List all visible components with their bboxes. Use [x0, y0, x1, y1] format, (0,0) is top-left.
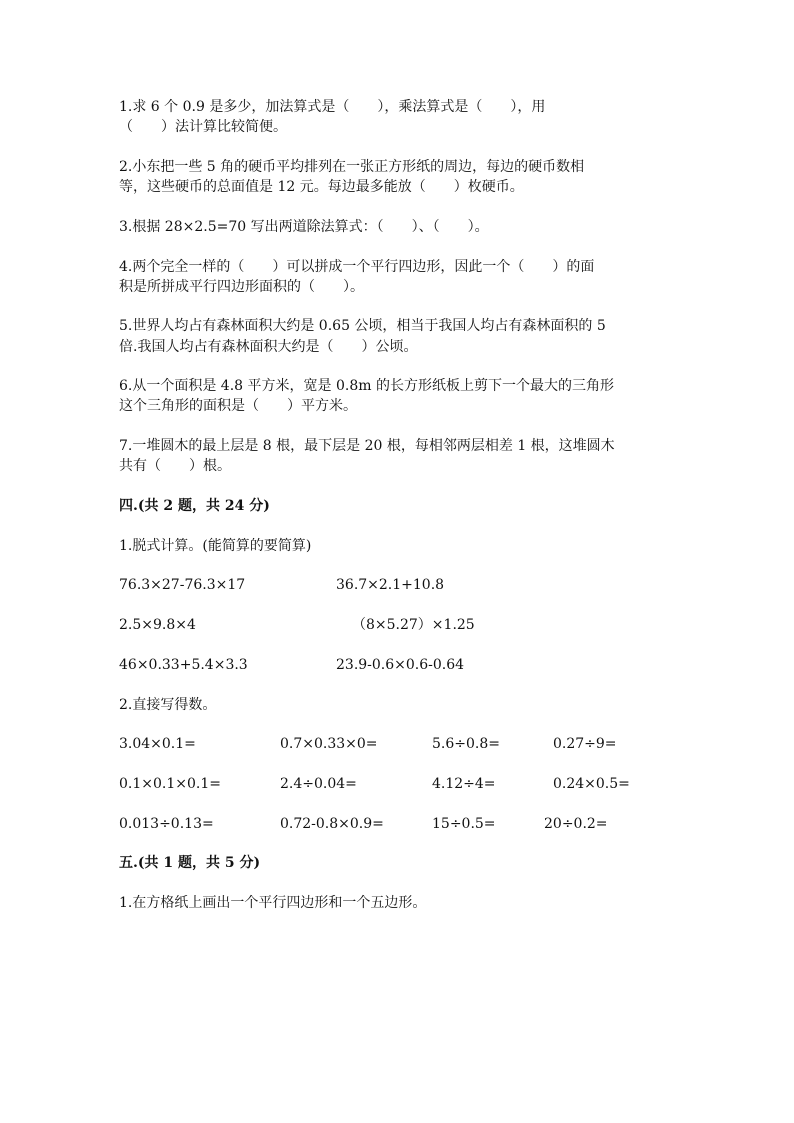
oral-calc-item: 0.1×0.1×0.1=: [119, 776, 221, 792]
calc-expression: 2.5×9.8×4: [119, 617, 196, 633]
question-5-line-2: 倍.我国人均占有森林面积大约是（ ）公顷。: [119, 339, 418, 355]
oral-calc-item: 0.27÷9=: [553, 736, 617, 752]
oral-calc-item: 0.24×0.5=: [553, 776, 630, 792]
question-3-line-1: 3.根据 28×2.5=70 写出两道除法算式：（ ）、（ ）。: [119, 219, 489, 235]
calc-expression: 46×0.33+5.4×3.3: [119, 657, 248, 673]
question-1-line-1: 1.求 6 个 0.9 是多少，加法算式是（ ），乘法算式是（ ），用: [119, 99, 546, 115]
calc-expression: 76.3×27-76.3×17: [119, 577, 246, 593]
question-6-line-1: 6.从一个面积是 4.8 平方米，宽是 0.8m 的长方形纸板上剪下一个最大的三角形: [119, 378, 614, 394]
oral-calc-item: 2.4÷0.04=: [280, 776, 357, 792]
oral-calc-item: 4.12÷4=: [432, 776, 496, 792]
question-2-line-1: 2.小东把一些 5 角的硬币平均排列在一张正方形纸的周边，每边的硬币数相: [119, 159, 585, 175]
question-7-line-2: 共有（ ）根。: [119, 458, 231, 474]
question-5-line-1: 5.世界人均占有森林面积大约是 0.65 公顷，相当于我国人均占有森林面积的 5: [119, 318, 606, 334]
question-4-line-1: 4.两个完全一样的（ ）可以拼成一个平行四边形，因此一个（ ）的面: [119, 259, 595, 275]
section-4-question-1-prompt: 1.脱式计算。(能简算的要简算): [119, 538, 312, 554]
oral-calc-item: 5.6÷0.8=: [432, 736, 500, 752]
question-1-line-2: （ ）法计算比较简便。: [119, 119, 287, 135]
question-6-line-2: 这个三角形的面积是（ ）平方米。: [119, 398, 357, 414]
oral-calc-item: 0.013÷0.13=: [119, 816, 214, 832]
oral-calc-item: 0.7×0.33×0=: [280, 736, 378, 752]
calc-expression: （8×5.27）×1.25: [352, 617, 475, 633]
section-4-heading: 四.(共 2 题，共 24 分): [119, 498, 270, 514]
section-5-heading: 五.(共 1 题，共 5 分): [119, 855, 261, 871]
question-4-line-2: 积是所拼成平行四边形面积的（ ）。: [119, 279, 364, 295]
oral-calc-item: 15÷0.5=: [432, 816, 496, 832]
oral-calc-item: 0.72-0.8×0.9=: [280, 816, 384, 832]
section-5-question-1-prompt: 1.在方格纸上画出一个平行四边形和一个五边形。: [119, 895, 427, 911]
section-4-question-2-prompt: 2.直接写得数。: [119, 697, 217, 713]
oral-calc-item: 3.04×0.1=: [119, 736, 196, 752]
calc-expression: 36.7×2.1+10.8: [336, 577, 445, 593]
oral-calc-item: 20÷0.2=: [544, 816, 608, 832]
question-2-line-2: 等，这些硬币的总面值是 12 元。每边最多能放（ ）枚硬币。: [119, 179, 524, 195]
calc-expression: 23.9-0.6×0.6-0.64: [336, 657, 465, 673]
question-7-line-1: 7.一堆圆木的最上层是 8 根，最下层是 20 根，每相邻两层相差 1 根，这堆圆木: [119, 438, 615, 454]
